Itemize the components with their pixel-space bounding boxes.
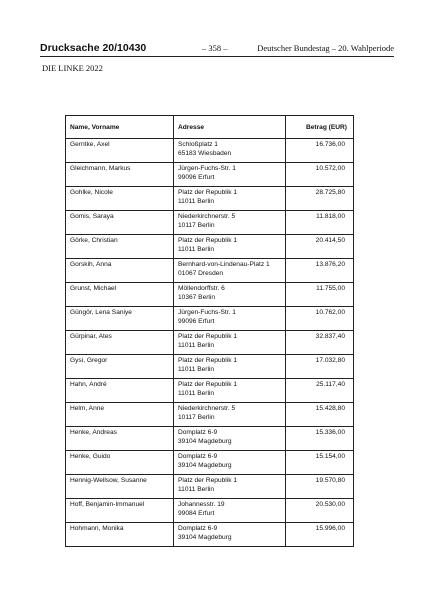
cell-address bbox=[174, 475, 286, 499]
cell-amount: 11.818,00 bbox=[286, 211, 354, 235]
address-street: Bernhard-von-Lindenau-Platz 1 bbox=[178, 261, 270, 268]
address-street: Platz der Republik 1 bbox=[178, 189, 238, 196]
party-year-heading: DIE LINKE 2022 bbox=[42, 63, 103, 73]
table-row bbox=[66, 283, 354, 307]
table-row bbox=[66, 523, 354, 547]
cell-name: Hohmann, Monika bbox=[66, 523, 174, 547]
address-street: Jürgen-Fuchs-Str. 1 bbox=[178, 165, 236, 172]
cell-address bbox=[174, 211, 286, 235]
table-row bbox=[66, 427, 354, 451]
cell-name: Gohlke, Nicole bbox=[66, 187, 174, 211]
cell-address bbox=[174, 331, 286, 355]
address-street: Domplatz 6-9 bbox=[178, 429, 218, 436]
table-row bbox=[66, 187, 354, 211]
address-street: Niederkirchnerstr. 5 bbox=[178, 405, 236, 412]
cell-address bbox=[174, 283, 286, 307]
address-city: 10117 Berlin bbox=[178, 221, 215, 229]
cell-name: Hoff, Benjamin-Immanuel bbox=[66, 499, 174, 523]
cell-address bbox=[174, 139, 286, 163]
column-header-name: Name, Vorname bbox=[66, 116, 174, 139]
table-body bbox=[66, 139, 354, 547]
cell-address bbox=[174, 403, 286, 427]
cell-name: Güngör, Lena Saniye bbox=[66, 307, 174, 331]
address-city: 10117 Berlin bbox=[178, 413, 215, 421]
donations-table bbox=[65, 115, 354, 547]
address-city: 01067 Dresden bbox=[178, 269, 224, 277]
table-row bbox=[66, 475, 354, 499]
address-city: 65183 Wiesbaden bbox=[178, 149, 232, 157]
cell-name: Gomis, Saraya bbox=[66, 211, 174, 235]
cell-name: Gerntke, Axel bbox=[66, 139, 174, 163]
table-row bbox=[66, 139, 354, 163]
cell-address bbox=[174, 451, 286, 475]
cell-amount: 15.996,00 bbox=[286, 523, 354, 547]
cell-amount: 11.755,00 bbox=[286, 283, 354, 307]
cell-address bbox=[174, 523, 286, 547]
address-street: Platz der Republik 1 bbox=[178, 237, 238, 244]
cell-amount: 17.032,80 bbox=[286, 355, 354, 379]
address-city: 39104 Magdeburg bbox=[178, 437, 232, 445]
table-row bbox=[66, 235, 354, 259]
address-street: Platz der Republik 1 bbox=[178, 333, 238, 340]
cell-address bbox=[174, 499, 286, 523]
cell-name: Gleichmann, Markus bbox=[66, 163, 174, 187]
address-street: Platz der Republik 1 bbox=[178, 477, 238, 484]
address-street: Domplatz 6-9 bbox=[178, 525, 218, 532]
address-city: 11011 Berlin bbox=[178, 197, 215, 205]
table-row bbox=[66, 499, 354, 523]
address-city: 99096 Erfurt bbox=[178, 173, 215, 181]
address-street: Möllendorffstr. 6 bbox=[178, 285, 225, 292]
cell-address bbox=[174, 235, 286, 259]
cell-amount: 15.336,00 bbox=[286, 427, 354, 451]
cell-amount: 10.572,00 bbox=[286, 163, 354, 187]
cell-name: Gysi, Gregor bbox=[66, 355, 174, 379]
table-row bbox=[66, 451, 354, 475]
cell-amount: 15.154,00 bbox=[286, 451, 354, 475]
cell-amount: 13.876,20 bbox=[286, 259, 354, 283]
address-city: 39104 Magdeburg bbox=[178, 461, 232, 469]
cell-amount: 10.762,00 bbox=[286, 307, 354, 331]
cell-amount: 15.428,80 bbox=[286, 403, 354, 427]
column-header-address: Adresse bbox=[174, 116, 286, 139]
cell-name: Hennig-Wellsow, Susanne bbox=[66, 475, 174, 499]
address-city: 99084 Erfurt bbox=[178, 509, 215, 517]
table-row bbox=[66, 331, 354, 355]
parliament-term: Deutscher Bundestag – 20. Wahlperiode bbox=[257, 43, 394, 53]
table-row bbox=[66, 355, 354, 379]
cell-amount: 20.530,00 bbox=[286, 499, 354, 523]
table-row bbox=[66, 163, 354, 187]
cell-address bbox=[174, 259, 286, 283]
cell-amount: 25.117,40 bbox=[286, 379, 354, 403]
address-city: 11011 Berlin bbox=[178, 365, 215, 373]
address-city: 11011 Berlin bbox=[178, 341, 215, 349]
cell-name: Gorskih, Anna bbox=[66, 259, 174, 283]
cell-address bbox=[174, 355, 286, 379]
address-street: Platz der Republik 1 bbox=[178, 357, 238, 364]
cell-name: Gürpinar, Ates bbox=[66, 331, 174, 355]
page-header bbox=[40, 42, 394, 57]
cell-name: Henke, Andreas bbox=[66, 427, 174, 451]
address-street: Schloßplatz 1 bbox=[178, 141, 218, 148]
cell-amount: 19.570,80 bbox=[286, 475, 354, 499]
address-city: 11011 Berlin bbox=[178, 485, 215, 493]
cell-address bbox=[174, 163, 286, 187]
address-city: 11011 Berlin bbox=[178, 389, 215, 397]
cell-name: Görke, Christian bbox=[66, 235, 174, 259]
table-row bbox=[66, 403, 354, 427]
cell-address bbox=[174, 307, 286, 331]
table-header-row bbox=[66, 116, 354, 139]
column-header-amount: Betrag (EUR) bbox=[286, 116, 354, 139]
cell-address bbox=[174, 187, 286, 211]
cell-address bbox=[174, 427, 286, 451]
address-street: Jürgen-Fuchs-Str. 1 bbox=[178, 309, 236, 316]
cell-amount: 32.837,40 bbox=[286, 331, 354, 355]
cell-address bbox=[174, 379, 286, 403]
table-row bbox=[66, 259, 354, 283]
address-street: Platz der Republik 1 bbox=[178, 381, 238, 388]
address-street: Domplatz 6-9 bbox=[178, 453, 218, 460]
cell-name: Hahn, André bbox=[66, 379, 174, 403]
cell-amount: 20.414,50 bbox=[286, 235, 354, 259]
cell-name: Helm, Anne bbox=[66, 403, 174, 427]
cell-amount: 16.736,00 bbox=[286, 139, 354, 163]
table-row bbox=[66, 211, 354, 235]
address-city: 11011 Berlin bbox=[178, 245, 215, 253]
address-street: Niederkirchnerstr. 5 bbox=[178, 213, 236, 220]
cell-name: Grunst, Michael bbox=[66, 283, 174, 307]
address-city: 39104 Magdeburg bbox=[178, 533, 232, 541]
table-row bbox=[66, 379, 354, 403]
cell-name: Henke, Guido bbox=[66, 451, 174, 475]
address-city: 99096 Erfurt bbox=[178, 317, 215, 325]
address-city: 10367 Berlin bbox=[178, 293, 216, 301]
page-number: – 358 – bbox=[202, 43, 228, 53]
table-row bbox=[66, 307, 354, 331]
address-street: Johannesstr. 19 bbox=[178, 501, 225, 508]
cell-amount: 28.725,80 bbox=[286, 187, 354, 211]
document-reference: Drucksache 20/10430 bbox=[40, 42, 147, 54]
